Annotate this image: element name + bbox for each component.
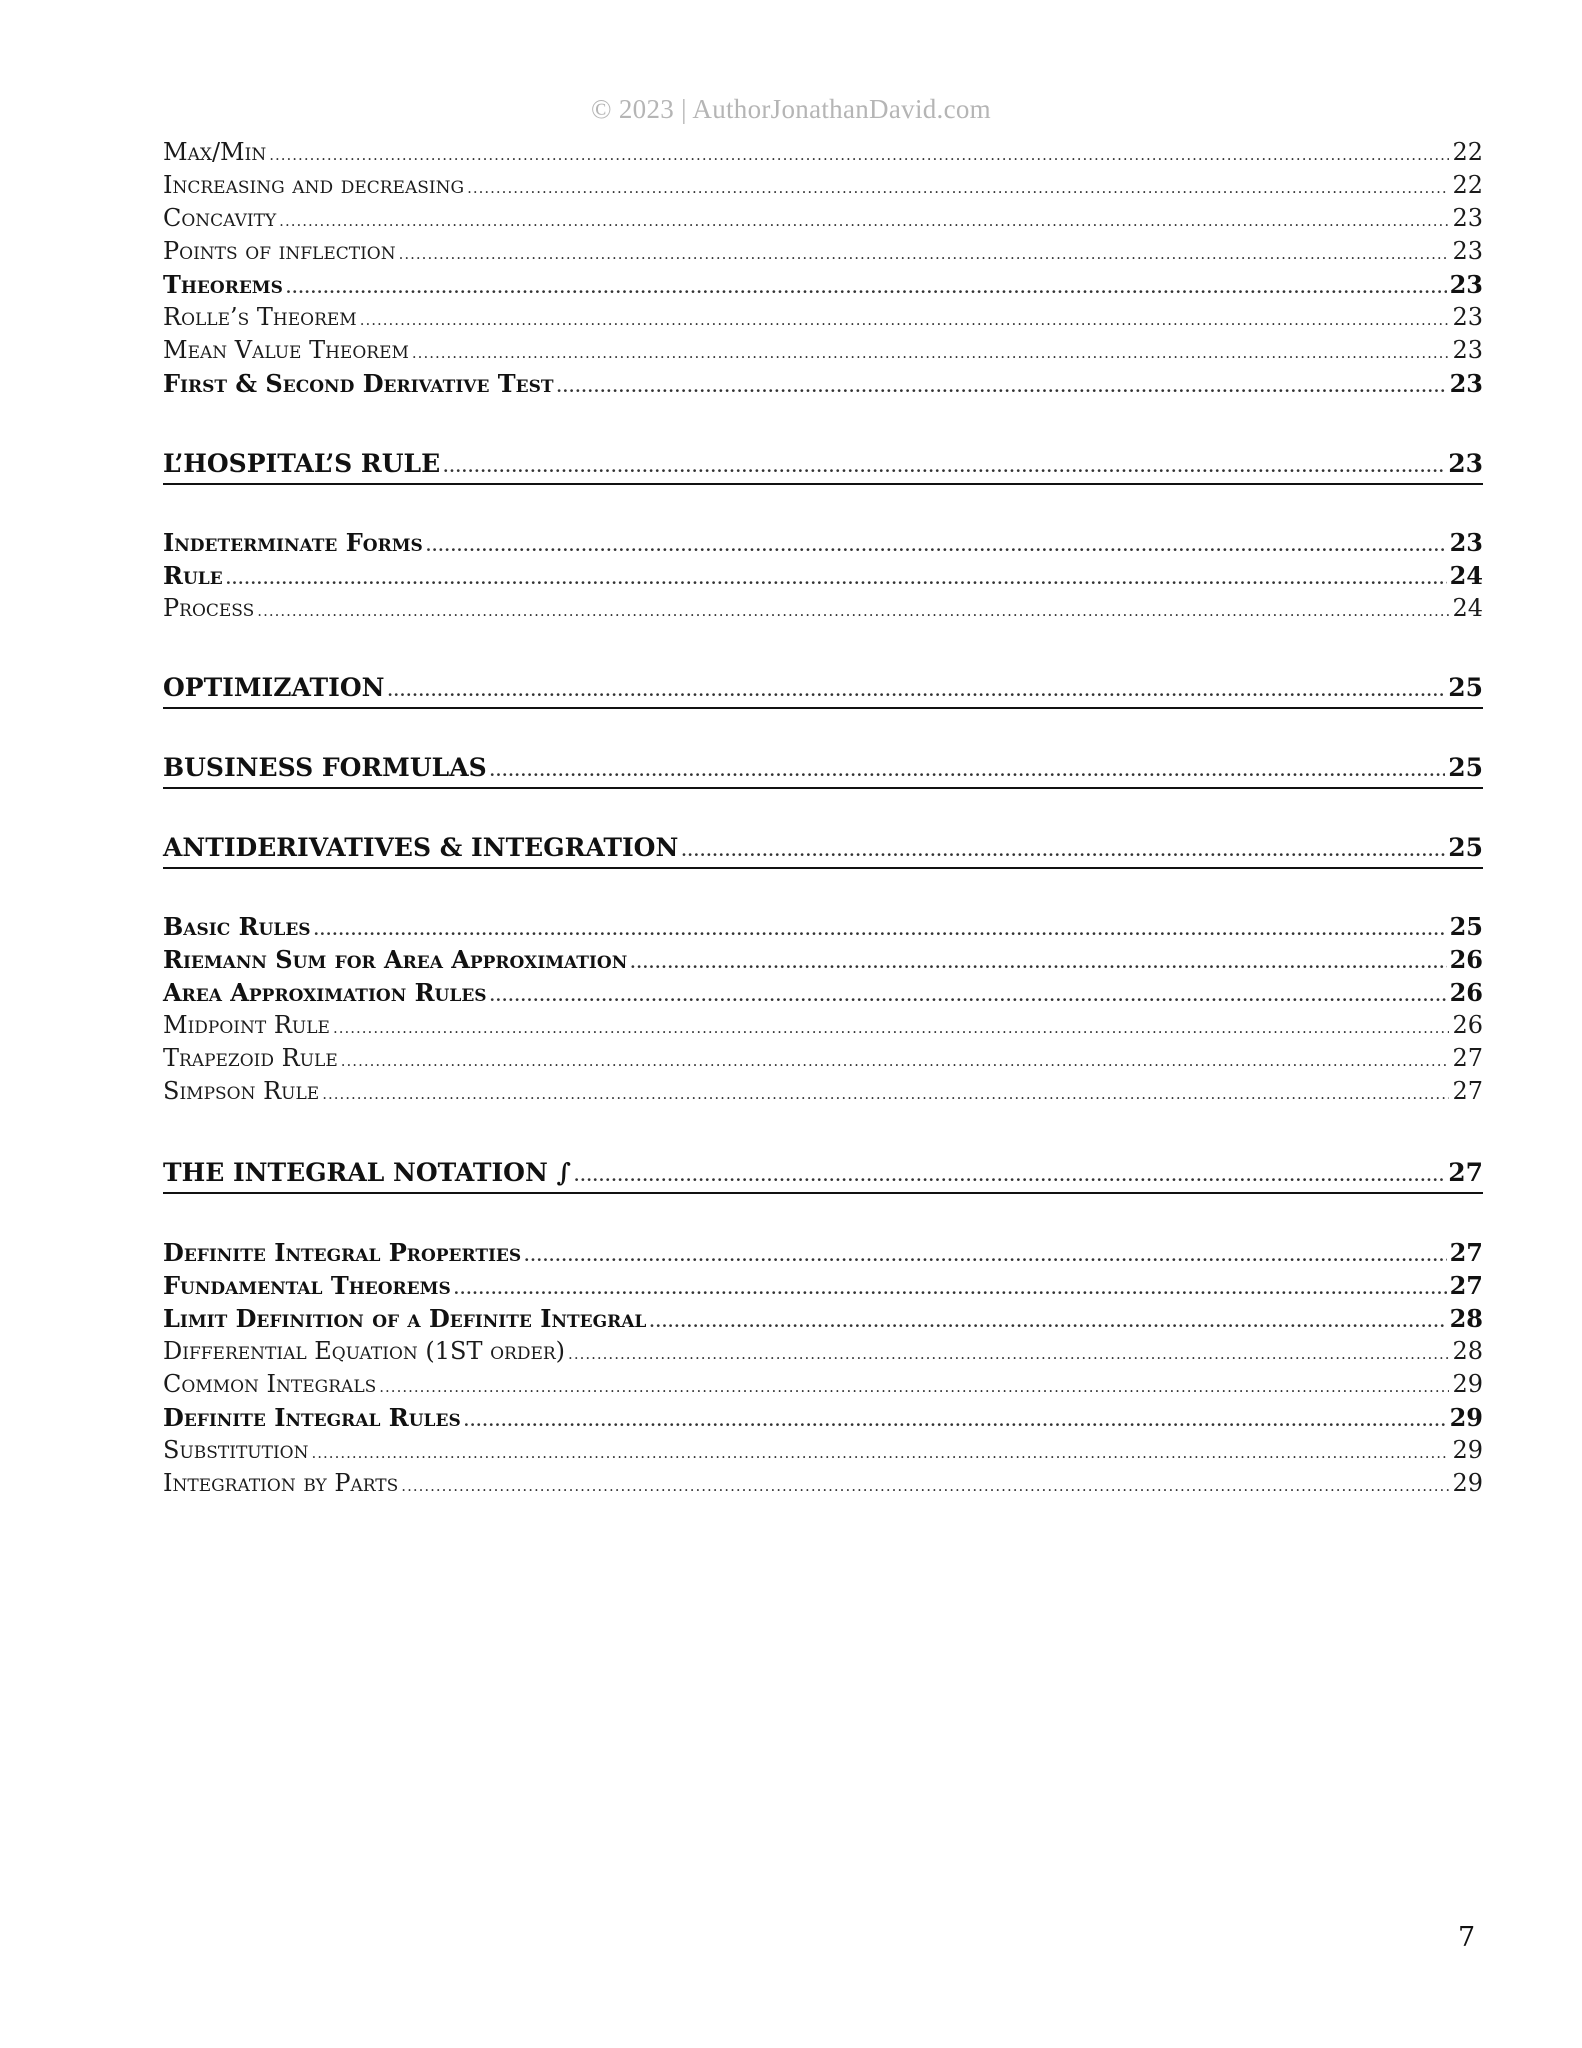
toc-entry-label: First & Second Derivative Test [163, 369, 554, 398]
toc-entry-page: 23 [1449, 270, 1483, 299]
toc-entry[interactable] [163, 945, 1483, 978]
toc-entry-page: 26 [1449, 978, 1483, 1007]
toc-entry-label: Integration by Parts [163, 1469, 399, 1497]
toc-entry-page: 26 [1449, 945, 1483, 974]
toc-entry-page: 25 [1449, 912, 1483, 941]
toc-entry[interactable] [163, 528, 1483, 561]
toc-chapter-entry[interactable] [163, 449, 1483, 485]
toc-entry[interactable] [163, 1238, 1483, 1271]
toc-entry-label: Basic Rules [163, 912, 311, 941]
toc-entry-label: Indeterminate Forms [163, 528, 423, 557]
toc-entry-label: BUSINESS FORMULAS [163, 753, 487, 782]
dot-leader [269, 146, 1449, 164]
dot-leader [681, 842, 1445, 860]
toc-entry-page: 24 [1452, 594, 1483, 622]
dot-leader [286, 279, 1447, 297]
toc-entry-label: Definite Integral Rules [163, 1403, 461, 1432]
dot-leader [399, 245, 1450, 263]
dot-leader [412, 344, 1450, 362]
dot-leader [226, 570, 1447, 588]
toc-entry-label: Definite Integral Properties [163, 1238, 522, 1267]
toc-entry[interactable] [163, 237, 1483, 270]
toc-entry[interactable] [163, 1403, 1483, 1436]
toc-entry-label: Fundamental Theorems [163, 1271, 451, 1300]
toc-entry-label: Simpson Rule [163, 1077, 320, 1105]
toc-entry-label: L’HOSPITAL’S RULE [163, 449, 441, 478]
toc-entry-page: 23 [1452, 336, 1483, 364]
dot-leader [454, 1280, 1447, 1298]
toc-entry-page: 23 [1452, 303, 1483, 331]
toc-entry-label: Theorems [163, 270, 283, 299]
toc-entry-page: 27 [1449, 1238, 1483, 1267]
toc-entry-label: Rule [163, 561, 223, 590]
dot-leader [312, 1444, 1450, 1462]
toc-entry-label: Riemann Sum for Area Approximation [163, 945, 628, 974]
dot-leader [649, 1313, 1446, 1331]
dot-leader [279, 212, 1449, 230]
toc-entry[interactable] [163, 303, 1483, 336]
toc-entry-page: 27 [1448, 1158, 1483, 1187]
toc-entry-page: 23 [1452, 237, 1483, 265]
toc-chapter-entry[interactable] [163, 1158, 1483, 1194]
toc-entry-label: Midpoint Rule [163, 1011, 330, 1039]
toc-entry-page: 25 [1448, 673, 1483, 702]
dot-leader [490, 987, 1447, 1005]
dot-leader [557, 378, 1447, 396]
dot-leader [333, 1019, 1450, 1037]
toc-entry-label: THE INTEGRAL NOTATION ∫ [163, 1158, 571, 1187]
toc-entry[interactable] [163, 204, 1483, 237]
toc-entry-label: Concavity [163, 204, 277, 232]
toc-entry-label: ANTIDERIVATIVES & INTEGRATION [163, 833, 679, 862]
toc-entry[interactable] [163, 594, 1483, 627]
toc-entry[interactable] [163, 369, 1483, 402]
toc-entry-label: Increasing and decreasing [163, 171, 465, 199]
toc-entry-page: 27 [1449, 1271, 1483, 1300]
toc-entry[interactable] [163, 561, 1483, 594]
toc-entry-page: 25 [1448, 753, 1483, 782]
toc-entry-page: 24 [1449, 561, 1483, 590]
dot-leader [257, 602, 1449, 620]
toc-entry[interactable] [163, 1337, 1483, 1370]
toc-entry-page: 23 [1448, 449, 1483, 478]
dot-leader [490, 762, 1446, 780]
toc-entry[interactable] [163, 912, 1483, 945]
toc-chapter-entry[interactable] [163, 833, 1483, 869]
toc-entry[interactable] [163, 1011, 1483, 1044]
dot-leader [379, 1378, 1449, 1396]
dot-leader [467, 179, 1449, 197]
toc-entry[interactable] [163, 1304, 1483, 1337]
toc-entry-page: 23 [1449, 369, 1483, 398]
toc-entry[interactable] [163, 1044, 1483, 1077]
dot-leader [360, 311, 1450, 329]
toc-entry-page: 29 [1452, 1469, 1483, 1497]
toc-entry-page: 29 [1449, 1403, 1483, 1432]
toc-entry-page: 23 [1452, 204, 1483, 232]
toc-entry-page: 27 [1452, 1077, 1483, 1105]
page-header: © 2023 | AuthorJonathanDavid.com [591, 94, 991, 124]
dot-leader [443, 458, 1445, 476]
dot-leader [322, 1085, 1449, 1103]
toc-entry-label: Common Integrals [163, 1370, 377, 1398]
toc-entry-page: 28 [1452, 1337, 1483, 1365]
toc-entry[interactable] [163, 1370, 1483, 1403]
toc-entry-label: Differential Equation (1ST order) [163, 1337, 566, 1365]
toc-entry-label: Mean Value Theorem [163, 336, 409, 364]
toc-entry[interactable] [163, 336, 1483, 369]
toc-entry-page: 27 [1452, 1044, 1483, 1072]
dot-leader [387, 682, 1445, 700]
toc-chapter-entry[interactable] [163, 673, 1483, 709]
toc-entry-label: Rolle’s Theorem [163, 303, 357, 331]
toc-entry-label: Limit Definition of a Definite Integral [163, 1304, 647, 1333]
dot-leader [341, 1052, 1450, 1070]
toc-entry[interactable] [163, 1469, 1483, 1502]
toc-entry[interactable] [163, 1436, 1483, 1469]
toc-entry-page: 22 [1452, 138, 1483, 166]
dot-leader [464, 1412, 1447, 1430]
toc-entry-label: Substitution [163, 1436, 309, 1464]
toc-entry-page: 26 [1452, 1011, 1483, 1039]
dot-leader [314, 921, 1447, 939]
dot-leader [524, 1247, 1446, 1265]
toc-entry[interactable] [163, 270, 1483, 303]
toc-entry[interactable] [163, 1077, 1483, 1110]
toc-entry-page: 25 [1448, 833, 1483, 862]
toc-entry-page: 23 [1449, 528, 1483, 557]
dot-leader [630, 954, 1446, 972]
dot-leader [401, 1477, 1449, 1495]
dot-leader [426, 537, 1447, 555]
toc-entry-page: 29 [1452, 1436, 1483, 1464]
toc-entry-label: Area Approximation Rules [163, 978, 487, 1007]
toc-entry[interactable] [163, 138, 1483, 171]
toc-entry[interactable] [163, 978, 1483, 1011]
toc-entry-page: 22 [1452, 171, 1483, 199]
toc-entry-label: Points of inflection [163, 237, 396, 265]
dot-leader [568, 1345, 1449, 1363]
toc-entry-label: Process [163, 594, 255, 622]
toc-entry-label: OPTIMIZATION [163, 673, 385, 702]
dot-leader [574, 1167, 1445, 1185]
toc-chapter-entry[interactable] [163, 753, 1483, 789]
toc-entry[interactable] [163, 171, 1483, 204]
toc-entry-label: Max/Min [163, 138, 267, 166]
toc-entry-label: Trapezoid Rule [163, 1044, 338, 1072]
toc-entry[interactable] [163, 1271, 1483, 1304]
toc-entry-page: 29 [1452, 1370, 1483, 1398]
page-number: 7 [1458, 1922, 1476, 1953]
toc-entry-page: 28 [1449, 1304, 1483, 1333]
